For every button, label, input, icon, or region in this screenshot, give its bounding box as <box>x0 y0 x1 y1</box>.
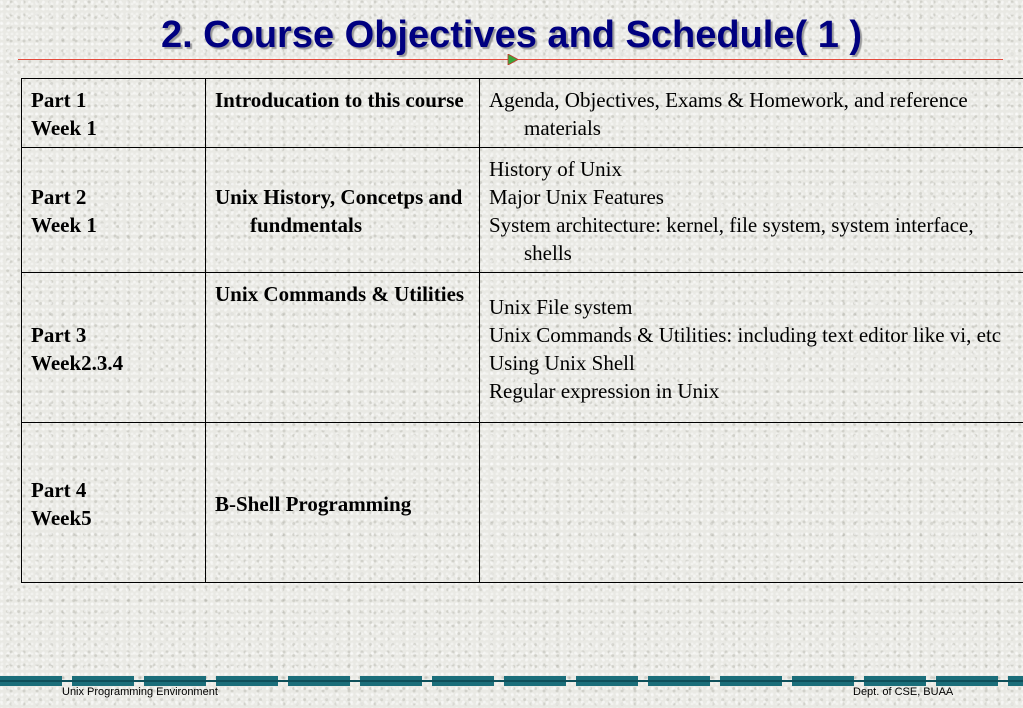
details-cell <box>480 79 1023 148</box>
detail-item: Agenda, Objectives, Exams & Homework, and reference materials <box>489 88 968 140</box>
week-label: Week 1 <box>31 116 97 140</box>
detail-item: System architecture: kernel, file system, system interface, shells <box>489 213 974 265</box>
part-cell <box>22 273 206 423</box>
table-row <box>22 79 1023 148</box>
detail-item: Unix File system <box>489 294 633 319</box>
part-label: Part 3 <box>31 322 87 347</box>
topic-label: Unix History, Concetps and fundmentals <box>215 185 463 237</box>
part-label: Part 4 <box>31 477 87 502</box>
details-cell <box>480 148 1023 273</box>
play-marker-icon <box>507 54 518 65</box>
part-label: Part 2 <box>31 185 87 209</box>
topic-label: Unix Commands & Utilities <box>215 282 465 306</box>
detail-item: Unix Commands & Utilities: including text editor like vi, etc <box>489 322 1002 347</box>
detail-item: Regular expression in Unix <box>489 378 720 403</box>
table-row <box>22 423 1023 583</box>
part-label: Part 1 <box>31 88 87 112</box>
week-label: Week5 <box>31 505 92 530</box>
detail-item: Major Unix Features <box>489 185 664 209</box>
schedule-table <box>21 78 1023 583</box>
footer-course-name: Unix Programming Environment <box>62 686 218 698</box>
week-label: Week 1 <box>31 213 97 237</box>
details-cell <box>480 273 1023 423</box>
week-label: Week2.3.4 <box>31 350 124 375</box>
topic-cell <box>206 273 480 423</box>
part-cell <box>22 79 206 148</box>
topic-cell <box>206 148 480 273</box>
topic-cell <box>206 423 480 583</box>
footer-band <box>0 676 1023 686</box>
part-cell <box>22 148 206 273</box>
table-row <box>22 273 1023 423</box>
details-cell <box>480 423 1023 583</box>
footer-department: Dept. of CSE, BUAA <box>853 686 954 698</box>
detail-item: Using Unix Shell <box>489 350 635 375</box>
detail-item: History of Unix <box>489 157 622 181</box>
table-row <box>22 148 1023 273</box>
slide-title: 2. Course Objectives and Schedule( 1 ) <box>160 14 863 56</box>
topic-label: B-Shell Programming <box>215 491 412 516</box>
topic-label: Introducation to this course <box>215 88 464 112</box>
part-cell <box>22 423 206 583</box>
topic-cell <box>206 79 480 148</box>
